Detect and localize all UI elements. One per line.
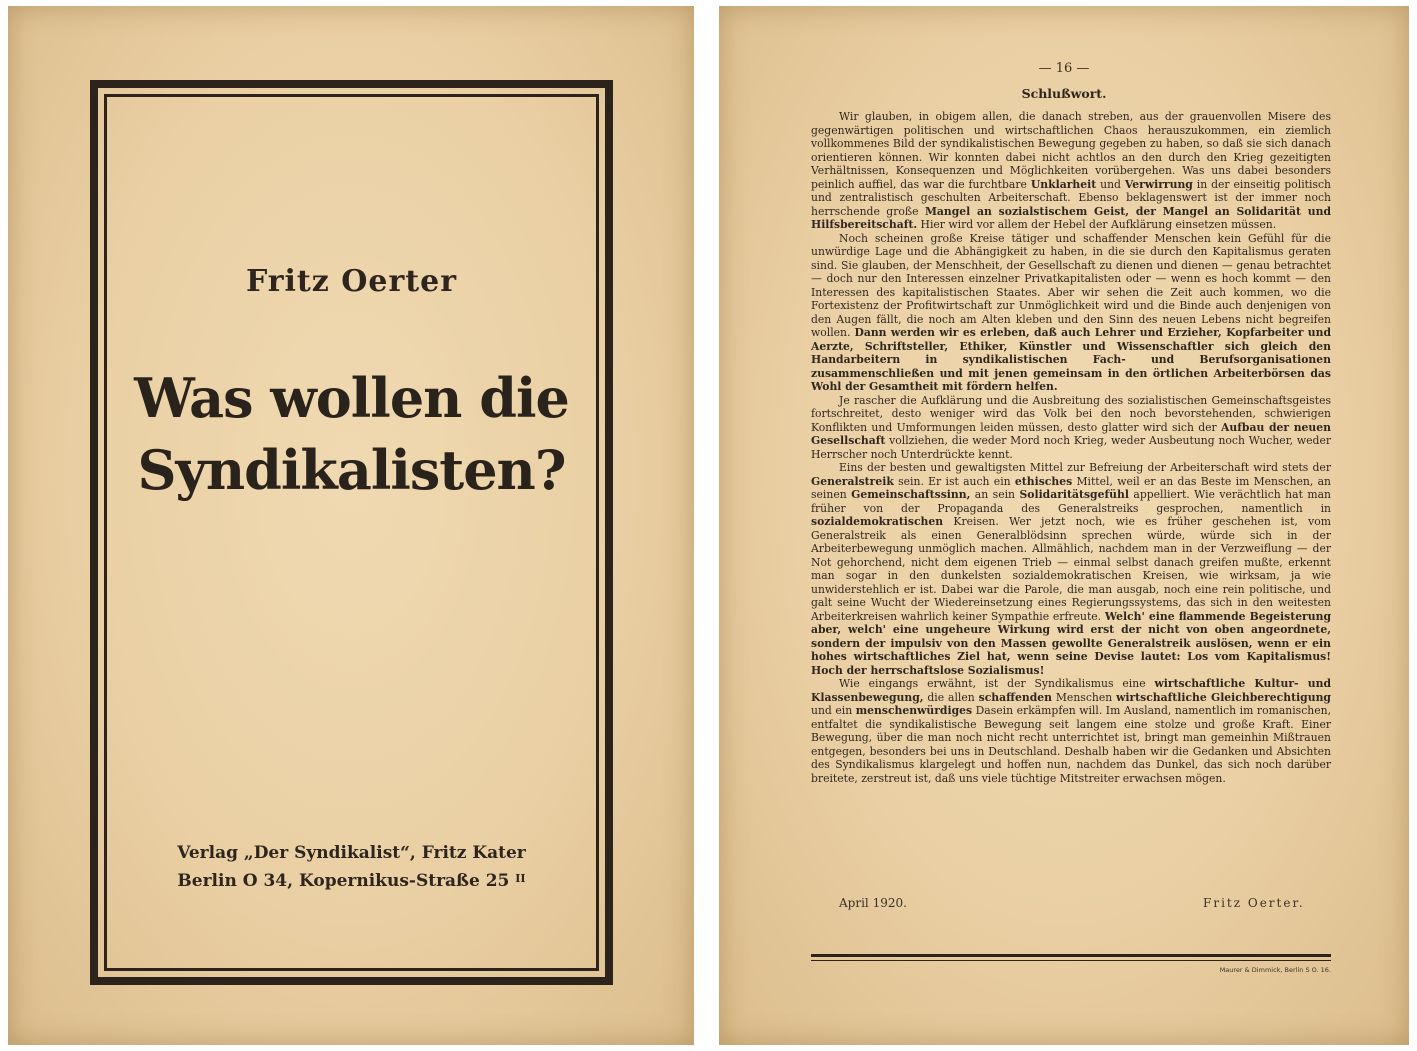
bold-text: Verwirrung	[1124, 177, 1193, 191]
publisher-floor: II	[515, 872, 526, 885]
bold-text: Mangel an sozialstischem Geist, der Mangel an Solidarität und Hilfsbereitschaft.	[811, 204, 1332, 231]
paragraph	[811, 677, 1331, 785]
footer-rule-thick	[811, 954, 1331, 957]
bold-text: schaffenden	[978, 690, 1052, 704]
text-run: appelliert. Wie verächtlich hat man früher von der Propaganda des Generalstreiks gesprochen, namentlich in	[811, 488, 1332, 515]
text-run: an sein	[970, 488, 1020, 501]
printer-imprint: Maurer & Dimmick, Berlin S O. 16.	[1219, 966, 1331, 974]
publisher-line-2	[90, 866, 613, 894]
text-run: Je rascher die Aufklärung und die Ausbreitung des sozialistischen Gemeinschaftsgeistes fortschreitet, desto weniger wird das Volk bei den noch bevorstehenden, schwierigen Konflikten und Umformungen leiden müssen, desto glatter wird sich der	[811, 393, 1331, 434]
bold-text: Generalstreik	[811, 474, 894, 488]
date-line: April 1920.	[839, 896, 907, 910]
text-run: Kreisen. Wer jetzt noch, wie es früher geschehen ist, vom Generalstreik als einen Generalblödsinn sprechen würde, würde sich in der Arbeiterbewegung unmöglich machen. Allmählich, nachdem man in der Verzweiflung — der Not gehorchend, nicht dem eigenen Trieb — einmal selbst danach greifen mußte, erkennt man sogar in den dunkelsten sozialdemokratischen Kreisen, wie wirksam, ja wie unwiderstehlich er ist. Dabei war die Parole, die man ausgab, noch eine rein politische, und galt seine Wucht der Wiedereinsetzung eines Regierungssystems, das sich in den weitesten Arbeiterkreisen wahrlich keiner Sympathie erfreute.	[811, 515, 1331, 623]
cover-page	[8, 6, 694, 1045]
page-number: — 16 —	[1038, 61, 1090, 76]
bold-text: wirtschaftliche Kultur- und Klassenbewegung,	[811, 677, 1331, 704]
bold-text: wirtschaftliche Gleichberechtigung	[1116, 690, 1331, 704]
footer-rule-thin	[811, 960, 1331, 961]
paragraph	[811, 232, 1331, 394]
text-run: und ein	[811, 704, 856, 717]
text-run: Dasein erkämpfen will. Im Ausland, namentlich im romanischen, entfaltet die syndikalistische Bewegung seit langem eine stolze und große Kraft. Einer Bewegung, über die man noch nicht recht unterrichtet ist, bringt man gemeinhin Mißtrauen entgegen, besonders bei uns in Deutschland. Deshalb haben wir die Gedanken und Absichten des Syndikalismus klargelegt und hoffen nun, nachdem das Dunkel, das sich noch darüber breitete, zerstreut ist, daß uns viele tüchtige Mitstreiter erwachsen mögen.	[811, 704, 1331, 785]
bold-text: Dann werden wir es erleben, daß auch Lehrer und Erzieher, Kopfarbeiter und Aerzte, Schriftsteller, Ethiker, Künstler und Wissenschaftler sich gleich den Handarbeitern in syndikalistischen Fach- und Berufsorganisationen zusammenschließen und mit jenen gemeinsam in den örtlichen Arbeiterbörsen das Wohl der Gesamtheit mit fördern helfen.	[811, 326, 1331, 393]
text-run: die allen	[923, 690, 979, 704]
text-run: Menschen	[1051, 690, 1117, 704]
publisher-line-1: Verlag „Der Syndikalist“, Fritz Kater	[177, 843, 526, 863]
cover-title	[90, 362, 613, 506]
bold-text: Unklarheit	[1030, 177, 1097, 191]
paragraph	[811, 394, 1331, 462]
bold-text: Aufbau der neuen Gesellschaft	[811, 420, 1331, 447]
cover-title-line-1: Was wollen die	[134, 366, 569, 430]
bold-text: menschenwürdiges	[855, 704, 973, 717]
body-text	[811, 110, 1331, 785]
cover-title-line-2: Syndikalisten?	[137, 438, 566, 502]
bold-text: ethisches	[1014, 474, 1073, 488]
bold-text: Gemeinschaftssinn,	[851, 488, 971, 501]
paragraph	[811, 461, 1331, 677]
text-run: Hier wird vor allem der Hebel der Aufklärung einsetzen müssen.	[917, 218, 1277, 231]
signature: Fritz Oerter.	[1203, 896, 1305, 910]
bold-text: sozialdemokratischen	[811, 515, 944, 528]
text-page	[719, 6, 1409, 1045]
bold-text: Solidaritätsgefühl	[1019, 488, 1129, 501]
cover-publisher	[90, 840, 613, 894]
bold-text: Welch' eine flammende Begeisterung aber, welch' eine ungeheure Wirkung wird erst der nicht von oben angeordnete, sondern der impulsiv von den Massen gewollte Generalstreik auslösen, wenn er ein hohes wirtschaftliches Ziel hat, wenn seine Devise lautet: Los vom Kapitalismus! Hoch der herrschaftslose Sozialismus!	[811, 609, 1331, 677]
page-heading: Schlußwort.	[1021, 86, 1107, 101]
text-run: Eins der besten und gewaltigsten Mittel zur Befreiung der Arbeiterschaft wird stets der	[839, 461, 1331, 474]
text-run: sein. Er ist auch ein	[893, 474, 1015, 488]
text-run: Wir glauben, in obigem allen, die danach streben, aus der grauenvollen Misere des gegenwärtigen politischen und wirtschaftlichen Chaos herauszukommen, ein ziemlich vollkommenes Bild der syndikalistischen Bewegung gegeben zu haben, so daß sie sich danach orientieren können. Wir konnten dabei nicht achtlos an den durch den Krieg gezeitigten Verhältnissen, Konsequenzen und Möglichkeiten vorübergehen. Was uns dabei besonders peinlich auffiel, das war die furchtbare	[811, 110, 1331, 191]
text-run: in der einseitig politisch und zentralistisch geschulten Arbeiterschaft. Ebenso beklagenswert ist der immer noch herrschende große	[811, 177, 1331, 218]
paragraph	[811, 110, 1331, 232]
text-run: Mittel, weil er an das Beste im Menschen, an seinen	[811, 474, 1331, 501]
text-run: und	[1096, 177, 1125, 191]
cover-author: Fritz Oerter	[245, 264, 458, 299]
text-run: Noch scheinen große Kreise tätiger und schaffender Menschen kein Gefühl für die unwürdige Lage und die Abhängigkeit zu haben, in die sie durch den Kapitalismus geraten sind. Sie glauben, der Menschheit, der Gesellschaft zu dienen und dienen — genau betrachtet — doch nur den Interessen einzelner Privatkapitalisten oder — wenn es hoch kommt — den Interessen des kapitalistischen Staates. Aber wir sehen die Zeit auch kommen, wo die Fortexistenz der Profitwirtschaft zur Unmöglichkeit wird und die Binde auch denjenigen von den Augen fällt, die noch am Alten kleben und den Sinn des neuen Lebens nicht begreifen wollen.	[811, 231, 1331, 339]
text-run: Wie eingangs erwähnt, ist der Syndikalismus eine	[839, 677, 1155, 690]
text-run: vollziehen, die weder Mord noch Krieg, weder Ausbeutung noch Wucher, weder Herrscher noch Unterdrückte kennt.	[811, 434, 1331, 461]
publisher-address: Berlin O 34, Kopernikus-Straße 25	[177, 871, 510, 891]
